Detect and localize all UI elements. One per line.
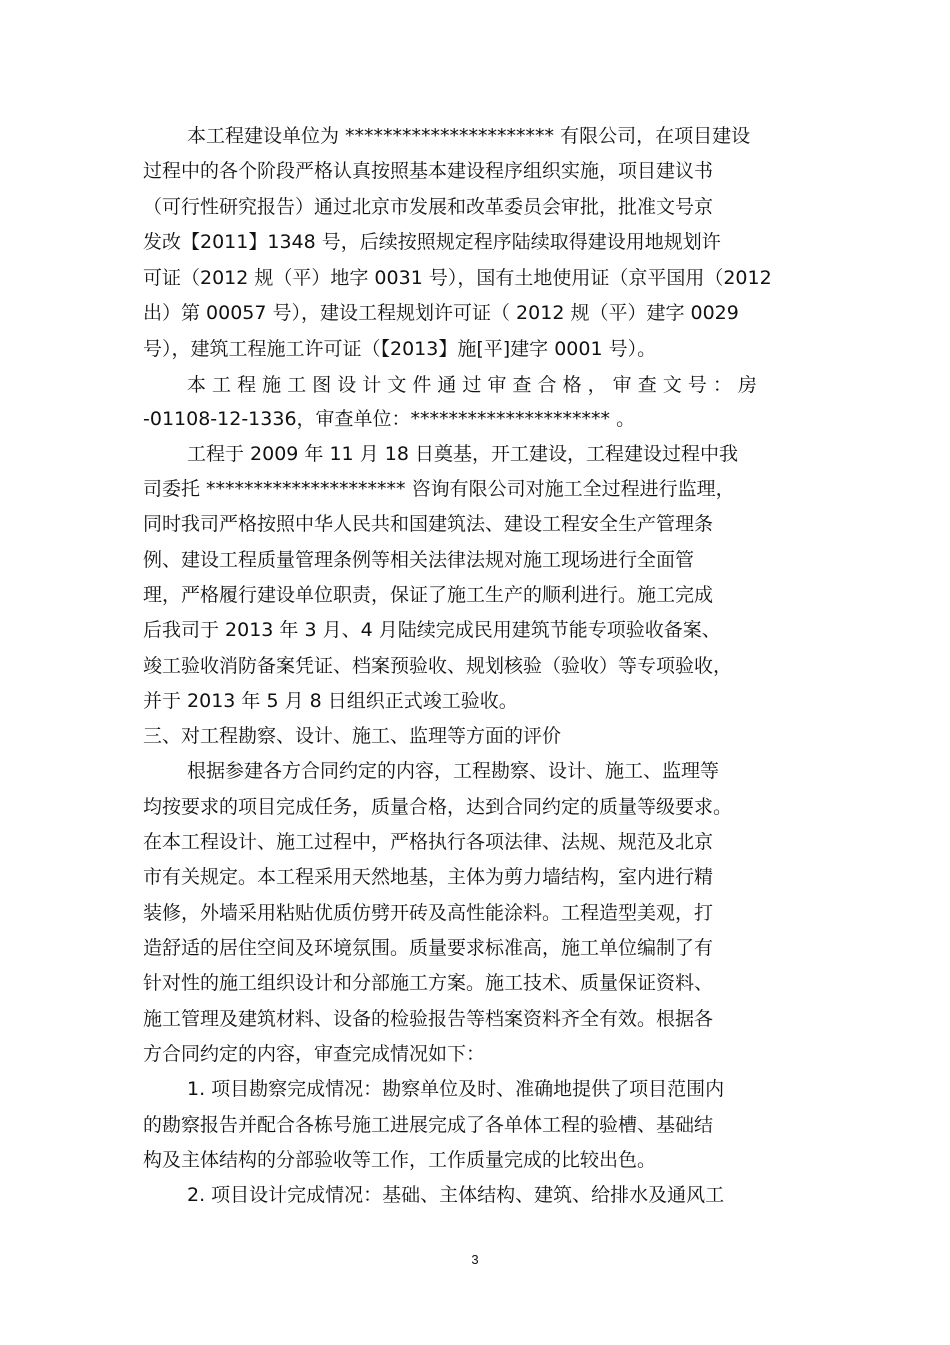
text-line: 并于 2013 年 5 月 8 日组织正式竣工验收。 — [143, 690, 518, 712]
text-line: 可证（2012 规（平）地字 0031 号），国有土地使用证（京平国用（2012 — [143, 267, 772, 289]
text-line: 竣工验收消防备案凭证、档案预验收、规划核验（验收）等专项验收， — [143, 655, 733, 677]
text-line: 理，严格履行建设单位职责，保证了施工生产的顺利进行。施工完成 — [143, 584, 714, 606]
text-line: 针对性的施工组织设计和分部施工方案。施工技术、质量保证资料、 — [143, 972, 714, 994]
text-line: 本 工 程 施 工 图 设 计 文 件 通 过 审 查 合 格 ， 审 查 文 号 ： 房 — [187, 374, 757, 396]
page-number: 3 — [471, 1252, 479, 1267]
text-line: -01108-12-1336，审查单位：********************* 。 — [143, 408, 636, 430]
text-line: 根据参建各方合同约定的内容，工程勘察、设计、施工、监理等 — [187, 760, 720, 782]
text-line: 司委托 ********************* 咨询有限公司对施工全过程进行监理， — [143, 478, 735, 500]
text-line: 发改【2011】1348 号，后续按照规定程序陆续取得建设用地规划许 — [143, 231, 721, 253]
text-line: 同时我司严格按照中华人民共和国建筑法、建设工程安全生产管理条 — [143, 513, 714, 535]
text-line: 工程于 2009 年 11 月 18 日奠基，开工建设，工程建设过程中我 — [187, 443, 738, 465]
text-line: 后我司于 2013 年 3 月、4 月陆续完成民用建筑节能专项验收备案、 — [143, 619, 721, 641]
text-line: 装修，外墙采用粘贴优质仿劈开砖及高性能涂料。工程造型美观，打 — [143, 902, 714, 924]
text-line: 本工程建设单位为 ********************** 有限公司，在项目建设 — [187, 125, 751, 147]
text-line: 2. 项目设计完成情况：基础、主体结构、建筑、给排水及通风工 — [187, 1184, 725, 1206]
text-line: 在本工程设计、施工过程中，严格执行各项法律、法规、规范及北京 — [143, 831, 714, 853]
text-line: 均按要求的项目完成任务，质量合格，达到合同约定的质量等级要求。 — [143, 796, 733, 818]
text-line: 过程中的各个阶段严格认真按照基本建设程序组织实施，项目建议书 — [143, 160, 714, 182]
text-line: 构及主体结构的分部验收等工作，工作质量完成的比较出色。 — [143, 1149, 657, 1171]
section-heading: 三、对工程勘察、设计、施工、监理等方面的评价 — [143, 725, 562, 747]
text-line: 号），建筑工程施工许可证（【2013】施[平]建字 0001 号）。 — [143, 338, 657, 360]
text-line: 的勘察报告并配合各栋号施工进展完成了各单体工程的验槽、基础结 — [143, 1114, 714, 1136]
text-line: 1. 项目勘察完成情况：勘察单位及时、准确地提供了项目范围内 — [187, 1078, 725, 1100]
text-line: 例、建设工程质量管理条例等相关法律法规对施工现场进行全面管 — [143, 549, 695, 571]
text-line: 出）第 00057 号），建设工程规划许可证（ 2012 规（平）建字 0029 — [143, 302, 739, 324]
text-line: 市有关规定。本工程采用天然地基，主体为剪力墙结构，室内进行精 — [143, 866, 714, 888]
text-line: 造舒适的居住空间及环境氛围。质量要求标准高，施工单位编制了有 — [143, 937, 714, 959]
text-line: 施工管理及建筑材料、设备的检验报告等档案资料齐全有效。根据各 — [143, 1008, 714, 1030]
text-line: 方合同约定的内容，审查完成情况如下： — [143, 1043, 486, 1065]
text-line: （可行性研究报告）通过北京市发展和改革委员会审批，批准文号京 — [143, 196, 714, 218]
